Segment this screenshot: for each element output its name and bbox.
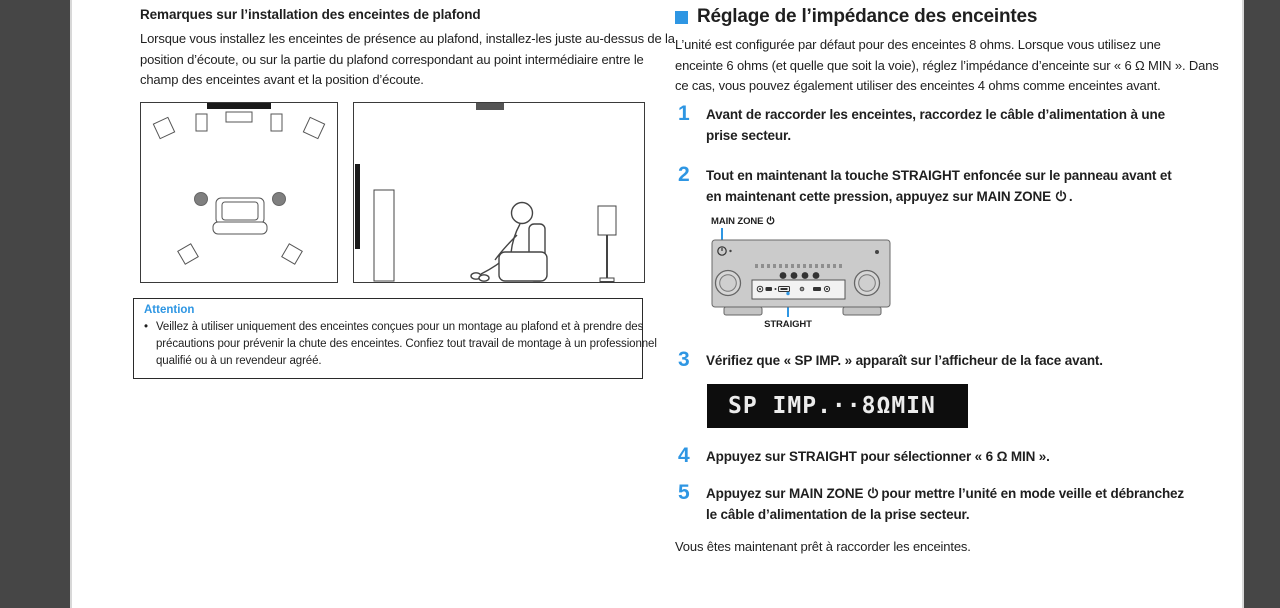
- step-number: 5: [678, 481, 690, 504]
- tv-icon: [355, 164, 360, 249]
- body-line: position d’écoute, ou sur la partie du plafond correspondant au point intermédiaire entre le: [140, 51, 644, 67]
- front-speaker-icon: [196, 114, 207, 131]
- step-number: 1: [678, 102, 690, 125]
- closing-note: Vous êtes maintenant prêt à raccorder les enceintes.: [675, 539, 971, 554]
- room-top-view-diagram: [140, 102, 338, 288]
- attention-box: [133, 298, 657, 379]
- section-heading: [675, 6, 1037, 28]
- step-3: 3 Vérifiez que « SP IMP. » apparaît sur l’afficheur de la face avant.: [678, 348, 1103, 371]
- receiver-foot: [843, 307, 881, 315]
- display-readout: SP IMP.··8ΩMIN: [728, 393, 936, 419]
- body-line: champ des enceintes avant et la position d’écoute.: [140, 72, 424, 87]
- step-2: 2 Tout en maintenant la touche STRAIGHT enfoncée sur le panneau avant et en maintenant cette pression, appuyez sur MAIN ZONE .: [678, 163, 1172, 204]
- front-speaker-icon: [271, 114, 282, 131]
- heading-square-icon: [675, 11, 688, 24]
- straight-label: STRAIGHT: [764, 319, 812, 330]
- floor-speaker-icon: [374, 190, 394, 281]
- power-icon: [867, 487, 879, 499]
- room-side-view-diagram: [353, 102, 645, 288]
- attention-label: Attention: [144, 304, 195, 316]
- left-section-body: [140, 29, 675, 91]
- step-5: 5 Appuyez sur MAIN ZONE pour mettre l’unité en mode veille et débranchez le câble d’alimentation de la prise secteur.: [678, 481, 1184, 522]
- straight-button: [786, 292, 789, 295]
- receiver-front-panel-figure: [705, 216, 1005, 334]
- step-number: 3: [678, 348, 690, 371]
- tv-icon: [207, 103, 271, 109]
- step-1: 1 Avant de raccorder les enceintes, raccordez le câble d’alimentation à une prise secteur.: [678, 102, 1165, 143]
- bullet-marker: •: [144, 321, 148, 333]
- center-speaker-icon: [226, 112, 252, 122]
- ceiling-speaker-icon: [195, 193, 208, 206]
- main-zone-label: MAIN ZONE: [711, 216, 775, 227]
- step-4: 4 Appuyez sur STRAIGHT pour sélectionner « 6 Ω MIN ».: [678, 444, 1050, 467]
- left-dark-margin: [0, 0, 72, 608]
- body-line: Lorsque vous installez les enceintes de présence au plafond, installez-les juste au-dessus de la: [140, 31, 675, 46]
- receiver-foot: [724, 307, 762, 315]
- attention-text: Veillez à utiliser uniquement des enceintes conçues pour un montage au plafond et à prendre des précautions pour prévenir la chute des enceintes. Confiez tout travail de montage à un professionnel qualifié ou à un revendeur agréé.: [156, 321, 657, 367]
- right-dark-margin: [1242, 0, 1280, 608]
- step-number: 4: [678, 444, 690, 467]
- sofa-icon: [213, 198, 267, 234]
- step-number: 2: [678, 163, 690, 186]
- ceiling-speaker-icon: [273, 193, 286, 206]
- left-section-heading: Remarques sur l’installation des enceintes de plafond: [140, 7, 481, 22]
- ceiling-speaker-icon: [476, 103, 504, 110]
- section-heading-text: Réglage de l’impédance des enceintes: [697, 6, 1038, 27]
- power-icon: [1055, 190, 1067, 202]
- front-panel-display-figure: [707, 384, 968, 428]
- receiver-drawing: [705, 216, 1005, 334]
- section-intro: L’unité est configurée par défaut pour des enceintes 8 ohms. Lorsque vous utilisez une enceinte 6 ohms (et quelle que soit la voie), réglez l’impédance d’enceinte sur « 6 Ω MIN ». Dans ce cas, vous pouvez également utiliser des enceintes 4 ohms comme enceintes avant.: [675, 37, 1219, 93]
